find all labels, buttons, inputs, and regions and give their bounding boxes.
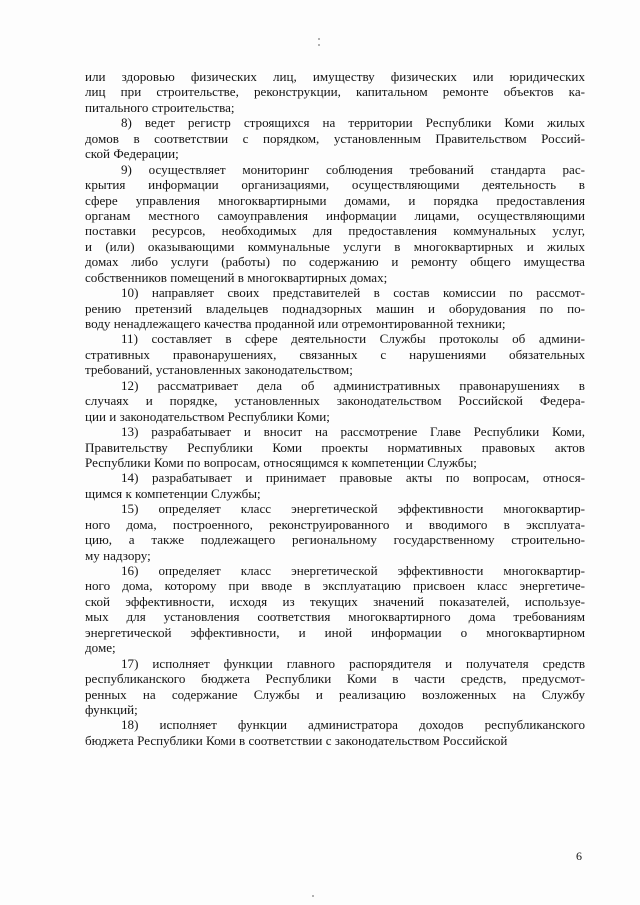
paragraph — [85, 656, 585, 718]
text-line: му надзору; — [85, 547, 151, 563]
paragraph — [85, 501, 585, 563]
paragraph — [85, 424, 585, 470]
text-line: ской Федерации; — [85, 146, 179, 162]
text-line: энергетической эффективности, и иной информации о многоквартирном — [85, 624, 585, 640]
text-line: требований, установленных законодательством; — [85, 362, 353, 378]
paragraph — [85, 115, 585, 161]
paragraph — [85, 563, 585, 656]
scan-speck — [318, 44, 320, 46]
page-number: 6 — [576, 849, 582, 863]
text-line: 14) разрабатывает и принимает правовые акты по вопросам, относя- — [121, 470, 585, 486]
text-line: 15) определяет класс энергетической эффективности многоквартир- — [121, 501, 585, 517]
text-line: 17) исполняет функции главного распорядителя и получателя средств — [121, 655, 585, 671]
paragraph — [85, 285, 585, 331]
text-line: щимся к компетенции Службы; — [85, 485, 261, 501]
text-line: функций; — [85, 701, 138, 717]
text-line: 8) ведет регистр строящихся на территории Республики Коми жилых — [121, 115, 585, 131]
text-line: крытия информации организациями, осуществляющими деятельность в — [85, 177, 585, 193]
text-line: мых для установления соответствия многоквартирного дома требованиям — [85, 609, 585, 625]
paragraph — [85, 470, 585, 501]
paragraph — [85, 331, 585, 377]
text-line: воду ненадлежащего качества проданной или отремонтированной техники; — [85, 316, 506, 331]
text-line: ренных на содержание Службы и реализацию возложенных на Службу — [85, 686, 585, 702]
text-line: 18) исполняет функции администратора доходов республиканского — [121, 717, 585, 733]
text-line: 12) рассматривает дела об административных правонарушениях в — [121, 377, 585, 393]
text-line: и (или) оказывающими коммунальные услуги в многоквартирных и жилых — [85, 238, 585, 254]
text-line: республиканского бюджета Республики Коми в части средств, предусмот- — [85, 671, 585, 687]
text-line: Республики Коми по вопросам, относящимся к компетенции Службы; — [85, 454, 477, 470]
text-line: доме; — [85, 640, 116, 656]
text-line: ской эффективности, исходя из текущих значений показателей, используе- — [85, 593, 585, 609]
text-line: 10) направляет своих представителей в состав комиссии по рассмот- — [121, 285, 585, 301]
scan-speck — [312, 895, 314, 897]
text-line: поставки ресурсов, необходимых для предоставления коммунальных услуг, — [85, 223, 585, 239]
paragraph — [85, 162, 585, 286]
text-line: лиц при строительстве, реконструкции, капитальном ремонте объектов ка- — [85, 84, 585, 100]
paragraph — [85, 717, 585, 748]
text-line: собственников помещений в многоквартирных домах; — [85, 269, 388, 285]
text-line: стративных правонарушениях, связанных с нарушениями обязательных — [85, 346, 585, 362]
paragraph — [85, 69, 585, 115]
text-line: цию, а также подлежащего региональному государственному строительно- — [85, 532, 585, 548]
text-line: рению претензий владельцев поднадзорных машин и оборудования по по- — [85, 300, 585, 316]
scan-speck — [318, 38, 320, 40]
text-line: или здоровью физических лиц, имуществу физических или юридических — [85, 69, 585, 84]
text-line: сфере управления многоквартирными домами, и порядка предоставления — [85, 192, 585, 208]
text-line: 13) разрабатывает и вносит на рассмотрение Главе Республики Коми, — [121, 424, 585, 440]
text-line: ного дома, которому при вводе в эксплуатацию присвоен класс энергетиче- — [85, 578, 585, 594]
text-line: питального строительства; — [85, 99, 235, 115]
text-line: бюджета Республики Коми в соответствии с законодательством Российской — [85, 732, 508, 748]
text-line: случаях и порядке, установленных законодательством Российской Федера- — [85, 393, 585, 409]
text-line: 9) осуществляет мониторинг соблюдения требований стандарта рас- — [121, 161, 585, 177]
text-line: 16) определяет класс энергетической эффективности многоквартир- — [121, 563, 585, 578]
text-line: органам местного самоуправления информации лицами, осуществляющими — [85, 207, 585, 223]
text-line: домах либо услуги (работы) по содержанию и ремонту общего имущества — [85, 254, 585, 270]
paragraph — [85, 378, 585, 424]
text-line: Правительству Республики Коми проекты нормативных правовых актов — [85, 439, 585, 455]
text-line: 11) составляет в сфере деятельности Службы протоколы об админи- — [121, 331, 585, 347]
document-body — [85, 69, 585, 748]
text-line: домов в соответствии с порядком, установленным Правительством Россий- — [85, 130, 585, 146]
text-line: ции и законодательством Республики Коми; — [85, 408, 330, 424]
text-line: ного дома, построенного, реконструированного и вводимого в эксплуата- — [85, 516, 585, 532]
